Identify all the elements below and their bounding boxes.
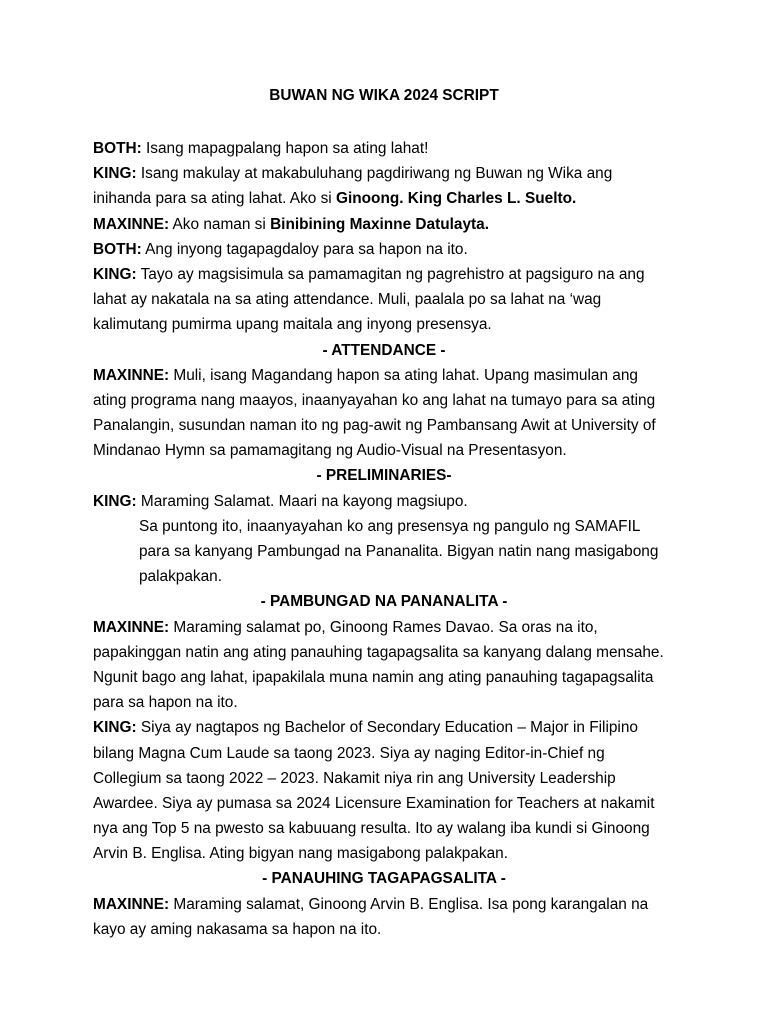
speaker-label: BOTH: [93, 240, 142, 258]
section-heading-preliminaries: - PRELIMINARIES- [316, 467, 452, 485]
line-text: Isang makulay at makabuluhang pagdiriwang ng Buwan ng Wika ang [136, 165, 613, 183]
script-line [93, 161, 675, 186]
script-line [93, 136, 675, 161]
line-text: kalimutang pumirma upang maitala ang inyong presensya. [93, 316, 492, 334]
script-line [93, 438, 675, 463]
script-line [93, 791, 675, 816]
section-heading-pambungad: - PAMBUNGAD NA PANANALITA - [260, 593, 508, 611]
line-text: palakpakan. [139, 568, 223, 586]
script-line [93, 741, 675, 766]
script-line [93, 489, 675, 514]
speaker-label: KING: [93, 265, 137, 283]
line-text: Ang inyong tagapagdaloy para sa hapon na ito. [141, 240, 468, 258]
line-text: Isang mapagpalang hapon sa ating lahat! [141, 140, 429, 157]
line-text: Maraming salamat, Ginoong Arvin B. Englisa. Isa pong karangalan na [169, 895, 649, 913]
line-text: bilang Magna Cum Laude sa taong 2023. Siya ay naging Editor-in-Chief ng [93, 744, 605, 762]
script-line [93, 388, 675, 413]
script-line [93, 514, 675, 539]
line-text: para sa hapon na ito. [93, 694, 238, 712]
speaker-label: BOTH: [93, 140, 142, 157]
speaker-label: KING: [93, 719, 137, 737]
script-line [93, 212, 675, 237]
script-line [93, 640, 675, 665]
line-text: Ako naman si [169, 215, 271, 233]
line-text: inihanda para sa ating lahat. Ako si [93, 190, 336, 208]
script-line [93, 237, 675, 262]
line-text: Maraming salamat po, Ginoong Rames Davao. Sa oras na ito, [169, 618, 598, 636]
line-text: papakinggan natin ang ating panauhing tagapagsalita sa kanyang dalang mensahe. [93, 643, 664, 661]
script-line [93, 312, 675, 337]
line-text: Mindanao Hymn sa pamamagitang ng Audio-Visual na Presentasyon. [93, 442, 567, 460]
line-text: nya ang Top 5 na pwesto sa kabuuang resulta. Ito ay walang iba kundi si Ginoong [93, 820, 650, 838]
speaker-label: MAXINNE: [93, 366, 170, 384]
speaker-label: MAXINNE: [93, 618, 170, 636]
script-line [93, 186, 675, 211]
line-text: Ngunit bago ang lahat, ipapakilala muna namin ang ating panauhing tagapagsalita [93, 668, 654, 686]
script-line [93, 287, 675, 312]
script-line [93, 262, 675, 287]
line-text: Panalangin, susundan naman ito ng pag-awit ng Pambansang Awit at University of [93, 417, 656, 435]
script-line [93, 539, 675, 564]
line-text: Arvin B. Englisa. Ating bigyan nang masigabong palakpakan. [93, 845, 508, 863]
script-line [93, 690, 675, 715]
script-line [93, 665, 675, 690]
speaker-label: MAXINNE: [93, 215, 170, 233]
line-text: para sa kanyang Pambungad na Pananalita. Bigyan natin nang masigabong [139, 543, 659, 560]
script-line [93, 917, 675, 942]
speaker-label: MAXINNE: [93, 895, 170, 913]
speaker-label: KING: [93, 492, 137, 510]
line-text: Tayo ay magsisimula sa pamamagitan ng pagrehistro at pagsiguro na ang [136, 265, 645, 283]
script-body [93, 136, 675, 942]
line-text: Maraming Salamat. Maari na kayong magsiupo. [136, 492, 468, 510]
host-name: Binibining Maxinne Datulayta. [270, 215, 489, 233]
host-name: Ginoong. King Charles L. Suelto. [336, 190, 577, 208]
line-text: lahat ay nakatala na sa ating attendance. Muli, paalala po sa lahat na ‘wag [93, 291, 602, 309]
line-text: kayo ay aming nakasama sa hapon na ito. [93, 920, 382, 938]
line-text: Awardee. Siya ay pumasa sa 2024 Licensure Examination for Teachers at nakamit [93, 794, 655, 812]
section-heading-panauhing: - PANAUHING TAGAPAGSALITA - [262, 870, 506, 888]
line-text: Muli, isang Magandang hapon sa ating lahat. Upang masimulan ang [169, 366, 638, 384]
script-line [93, 615, 675, 640]
script-line [93, 892, 675, 917]
script-line [93, 816, 675, 841]
script-line [93, 766, 675, 791]
document-title: BUWAN NG WIKA 2024 SCRIPT [269, 87, 499, 104]
script-line [93, 363, 675, 388]
script-line [93, 413, 675, 438]
line-text: Sa puntong ito, inaanyayahan ko ang presensya ng pangulo ng SAMAFIL [139, 517, 641, 535]
line-text: ating programa nang maayos, inaanyayahan ko ang lahat na tumayo para sa ating [93, 391, 656, 409]
script-line [93, 841, 675, 866]
line-text: Collegium sa taong 2022 – 2023. Nakamit niya rin ang University Leadership [93, 769, 616, 787]
script-line [93, 564, 675, 589]
line-text: Siya ay nagtapos ng Bachelor of Secondary Education – Major in Filipino [136, 719, 638, 737]
script-line [93, 715, 675, 740]
speaker-label: KING: [93, 165, 137, 183]
section-heading-attendance: - ATTENDANCE - [322, 341, 446, 359]
